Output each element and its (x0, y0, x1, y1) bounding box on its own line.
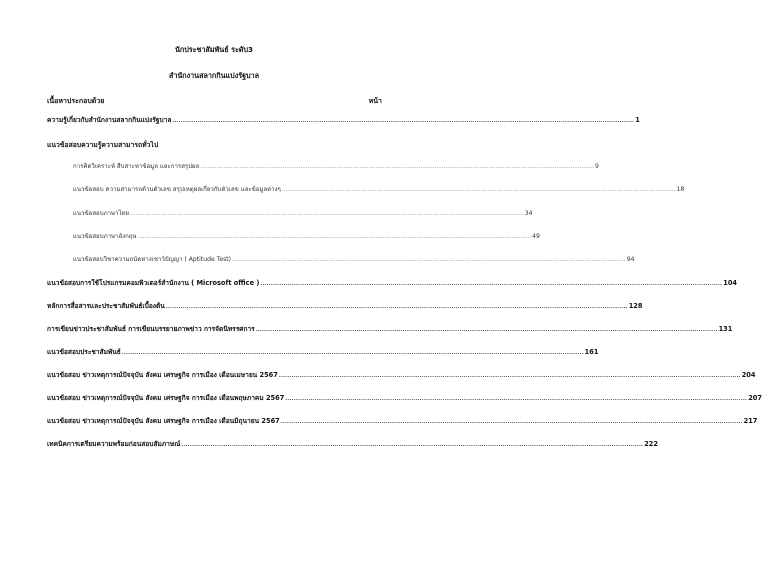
toc-leader-dots: ............................................................................................................................................................................................................................ (278, 373, 741, 379)
toc-entry-text: แนวข้อสอบ ข่าวเหตุการณ์ปัจจุบัน สังคม เศรษฐกิจ การเมือง เดือนเมษายน 2567 (47, 371, 278, 379)
toc-leader-dots: ............................................................................................................................................................................................................................ (255, 327, 718, 333)
toc-leader-dots: ............................................................................................................................................................................................................................ (172, 118, 635, 124)
toc-leader-dots: ............................................................................................................................................................................................................................ (280, 419, 743, 425)
toc-leader-dots: ............................................................................................................................................................................................................................ (260, 281, 723, 287)
toc-subentry (73, 254, 635, 264)
document-subtitle: สำนักงานสลากกินแบ่งรัฐบาล (168, 71, 260, 80)
toc-entry-text: หลักการสื่อสารและประชาสัมพันธ์เบื้องต้น (47, 302, 165, 310)
toc-entry-page: 128 (628, 302, 643, 310)
toc-entry (47, 392, 762, 403)
toc-leader-dots: ............................................................................................................................................................................................................................ (232, 257, 626, 263)
toc-leader-dots: ............................................................................................................................................................................................................................ (281, 187, 676, 193)
page-column-label: หน้า (368, 97, 382, 105)
toc-entry-page: 18 (676, 186, 685, 193)
toc-leader-dots: ............................................................................................................................................................................................................................ (121, 350, 584, 356)
toc-entry (47, 300, 643, 311)
toc-entry (47, 438, 658, 449)
toc-leader-dots: ............................................................................................................................................................................................................................ (130, 211, 524, 217)
toc-entry-page: 207 (748, 394, 762, 402)
toc-entry-text: การเขียนข่าวประชาสัมพันธ์ การเขียนบรรยายภาพข่าว การจัดนิทรรศการ (47, 325, 255, 333)
toc-entry-page: 161 (584, 348, 599, 356)
toc-entry-text: เทคนิคการเตรียมความพร้อมก่อนสอบสัมภาษณ์ (47, 440, 181, 448)
toc-entry-page: 104 (723, 279, 737, 287)
toc-entry-page: 9 (595, 163, 599, 170)
toc-entry (47, 369, 756, 380)
toc-leader-dots: ............................................................................................................................................................................................................................ (137, 234, 532, 240)
toc-subentry (73, 231, 540, 241)
toc-subentry (73, 161, 599, 171)
toc-leader-dots: ............................................................................................................................................................................................................................ (165, 304, 628, 310)
toc-entry-page: 222 (644, 440, 658, 448)
toc-entry-page: 49 (532, 233, 540, 240)
toc-entry-text: แนวข้อสอบภาษาอังกฤษ (73, 233, 137, 240)
toc-entry (47, 415, 758, 426)
toc-section-heading: แนวข้อสอบความรู้ความสามารถทั่วไป (47, 141, 159, 149)
toc-entry-text: แนวข้อสอบ ข่าวเหตุการณ์ปัจจุบัน สังคม เศรษฐกิจ การเมือง เดือนมิถุนายน 2567 (47, 417, 280, 425)
toc-entry (47, 346, 599, 357)
toc-entry-page: 204 (741, 371, 756, 379)
toc-entry-page: 131 (718, 325, 733, 333)
toc-entry-text: แนวข้อสอบการใช้โปรแกรมคอมพิวเตอร์สำนักงาน ( Microsoft office ) (47, 279, 260, 287)
toc-entry-page: 217 (743, 417, 758, 425)
toc-entry (47, 277, 737, 288)
toc-entry-page: 1 (635, 116, 640, 124)
toc-entry-text: แนวข้อสอบภาษาไทย (73, 210, 130, 217)
toc-entry-text: ความรู้เกี่ยวกับสำนักงานสลากกินแบ่งรัฐบาล (47, 116, 172, 124)
toc-entry (47, 323, 733, 334)
toc-entry-text: แนวข้อสอบ ข่าวเหตุการณ์ปัจจุบัน สังคม เศรษฐกิจ การเมือง เดือนพฤษภาคม 2567 (47, 394, 285, 402)
contents-label: เนื้อหาประกอบด้วย (47, 97, 105, 105)
document-title: นักประชาสัมพันธ์ ระดับ3 (174, 45, 254, 54)
toc-entry-text: การคิดวิเคราะห์ สืบสาะหาข้อมูล และการสรุปผล (73, 163, 200, 170)
toc-entry-page: 94 (626, 256, 635, 263)
toc-entry-text: แนวข้อสอบ ความสามารถด้านตัวเลข สรุปเหตุผลเกี่ยวกับตัวเลข และข้อมูลต่างๆ (73, 186, 281, 193)
toc-leader-dots: ............................................................................................................................................................................................................................ (181, 442, 644, 448)
toc-subentry (73, 208, 533, 218)
toc-entry (47, 114, 640, 125)
toc-entry-text: แนวข้อสอบประชาสัมพันธ์ (47, 348, 121, 356)
toc-entry-text: แนวข้อสอบวิชาความถนัดทางเชาว์ปัญญา ( Aptitude Test) (73, 256, 232, 263)
toc-subentry (73, 184, 685, 194)
toc-leader-dots: ............................................................................................................................................................................................................................ (285, 396, 748, 402)
toc-leader-dots: ............................................................................................................................................................................................................................ (200, 164, 595, 170)
toc-entry-page: 34 (524, 210, 533, 217)
